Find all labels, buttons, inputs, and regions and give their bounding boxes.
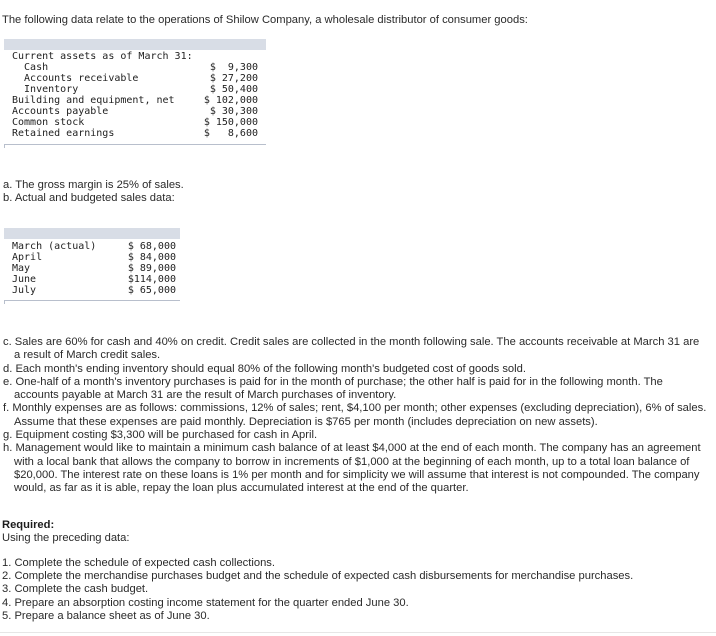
- assets-table-footer-line: [4, 144, 266, 145]
- table-row: Retained earnings $ 8,600: [12, 128, 258, 139]
- required-item: 4. Prepare an absorption costing income statement for the quarter ended June 30.: [2, 596, 409, 609]
- intro-text: The following data relate to the operations of Shilow Company, a wholesale distributor of consumer goods:: [2, 14, 528, 26]
- note-b: b. Actual and budgeted sales data:: [3, 192, 175, 205]
- required-item: 1. Complete the schedule of expected cash collections.: [2, 557, 276, 569]
- required-heading: Required:: [2, 519, 55, 531]
- assets-table-title: Current assets as of March 31:: [12, 51, 193, 62]
- notes-ab: [2, 179, 708, 206]
- sales-table-footer-tick: [4, 300, 5, 304]
- condition-e: e. One-half of a month's inventory purchases is paid for in the month of purchase; the other half is paid for in the following month. The accounts payable at March 31 are the result of March purchases of inventory.: [3, 375, 663, 402]
- table-row: Common stock $ 150,000: [12, 117, 258, 128]
- table-row: Inventory $ 50,400: [12, 84, 258, 95]
- condition-d: d. Each month's ending inventory should equal 80% of the following month's budgeted cost of goods sold.: [3, 362, 526, 375]
- note-a: a. The gross margin is 25% of sales.: [3, 179, 184, 191]
- table-row: Cash $ 9,300: [12, 62, 258, 73]
- conditions-list: [2, 336, 708, 496]
- table-row: Accounts receivable $ 27,200: [12, 73, 258, 84]
- table-row: March (actual) $ 68,000: [12, 241, 176, 252]
- table-row: July $ 65,000: [12, 285, 176, 296]
- assets-table: [12, 51, 258, 139]
- sales-table: [12, 241, 176, 296]
- table-row: Accounts payable $ 30,300: [12, 106, 258, 117]
- condition-g: g. Equipment costing $3,300 will be purchased for cash in April.: [3, 429, 318, 442]
- condition-h: h. Management would like to maintain a minimum cash balance of at least $4,000 at the end of each month. The company has an agreement with a local bank that allows the company to borrow in increments of $1,000 at the beginning of each month, up to a total loan balance of $20,000. The interest rate on these loans is 1% per month and for simplicity we will assume that interest is not compounded. The company would, as far as it is able, repay the loan plus accumulated interest at the end of the quarter.: [3, 442, 701, 495]
- required-item: 3. Complete the cash budget.: [2, 583, 149, 596]
- sales-table-header-bar: [4, 228, 180, 239]
- table-row: June $114,000: [12, 274, 176, 285]
- condition-c: c. Sales are 60% for cash and 40% on credit. Credit sales are collected in the month following sale. The accounts receivable at March 31 are a result of March credit sales.: [3, 336, 700, 362]
- bottom-divider: [0, 632, 716, 633]
- table-row: Building and equipment, net $ 102,000: [12, 95, 258, 106]
- assets-table-footer-tick: [4, 144, 5, 148]
- required-item: 2. Complete the merchandise purchases budget and the schedule of expected cash disbursements for merchandise purchases.: [2, 570, 634, 583]
- assets-table-header-bar: [4, 39, 266, 50]
- required-item: 5. Prepare a balance sheet as of June 30.: [2, 609, 210, 622]
- required-subtitle: Using the preceding data:: [2, 532, 130, 544]
- required-list: [2, 557, 633, 623]
- table-row: May $ 89,000: [12, 263, 176, 274]
- condition-f: f. Monthly expenses are as follows: commissions, 12% of sales; rent, $4,100 per month; other expenses (excluding depreciation), 6% of sales. Assume that these expenses are paid monthly. Depreciation is $765 per month (includes depreciation on new assets).: [3, 402, 707, 428]
- sales-table-footer-line: [4, 300, 180, 301]
- table-row: April $ 84,000: [12, 252, 176, 263]
